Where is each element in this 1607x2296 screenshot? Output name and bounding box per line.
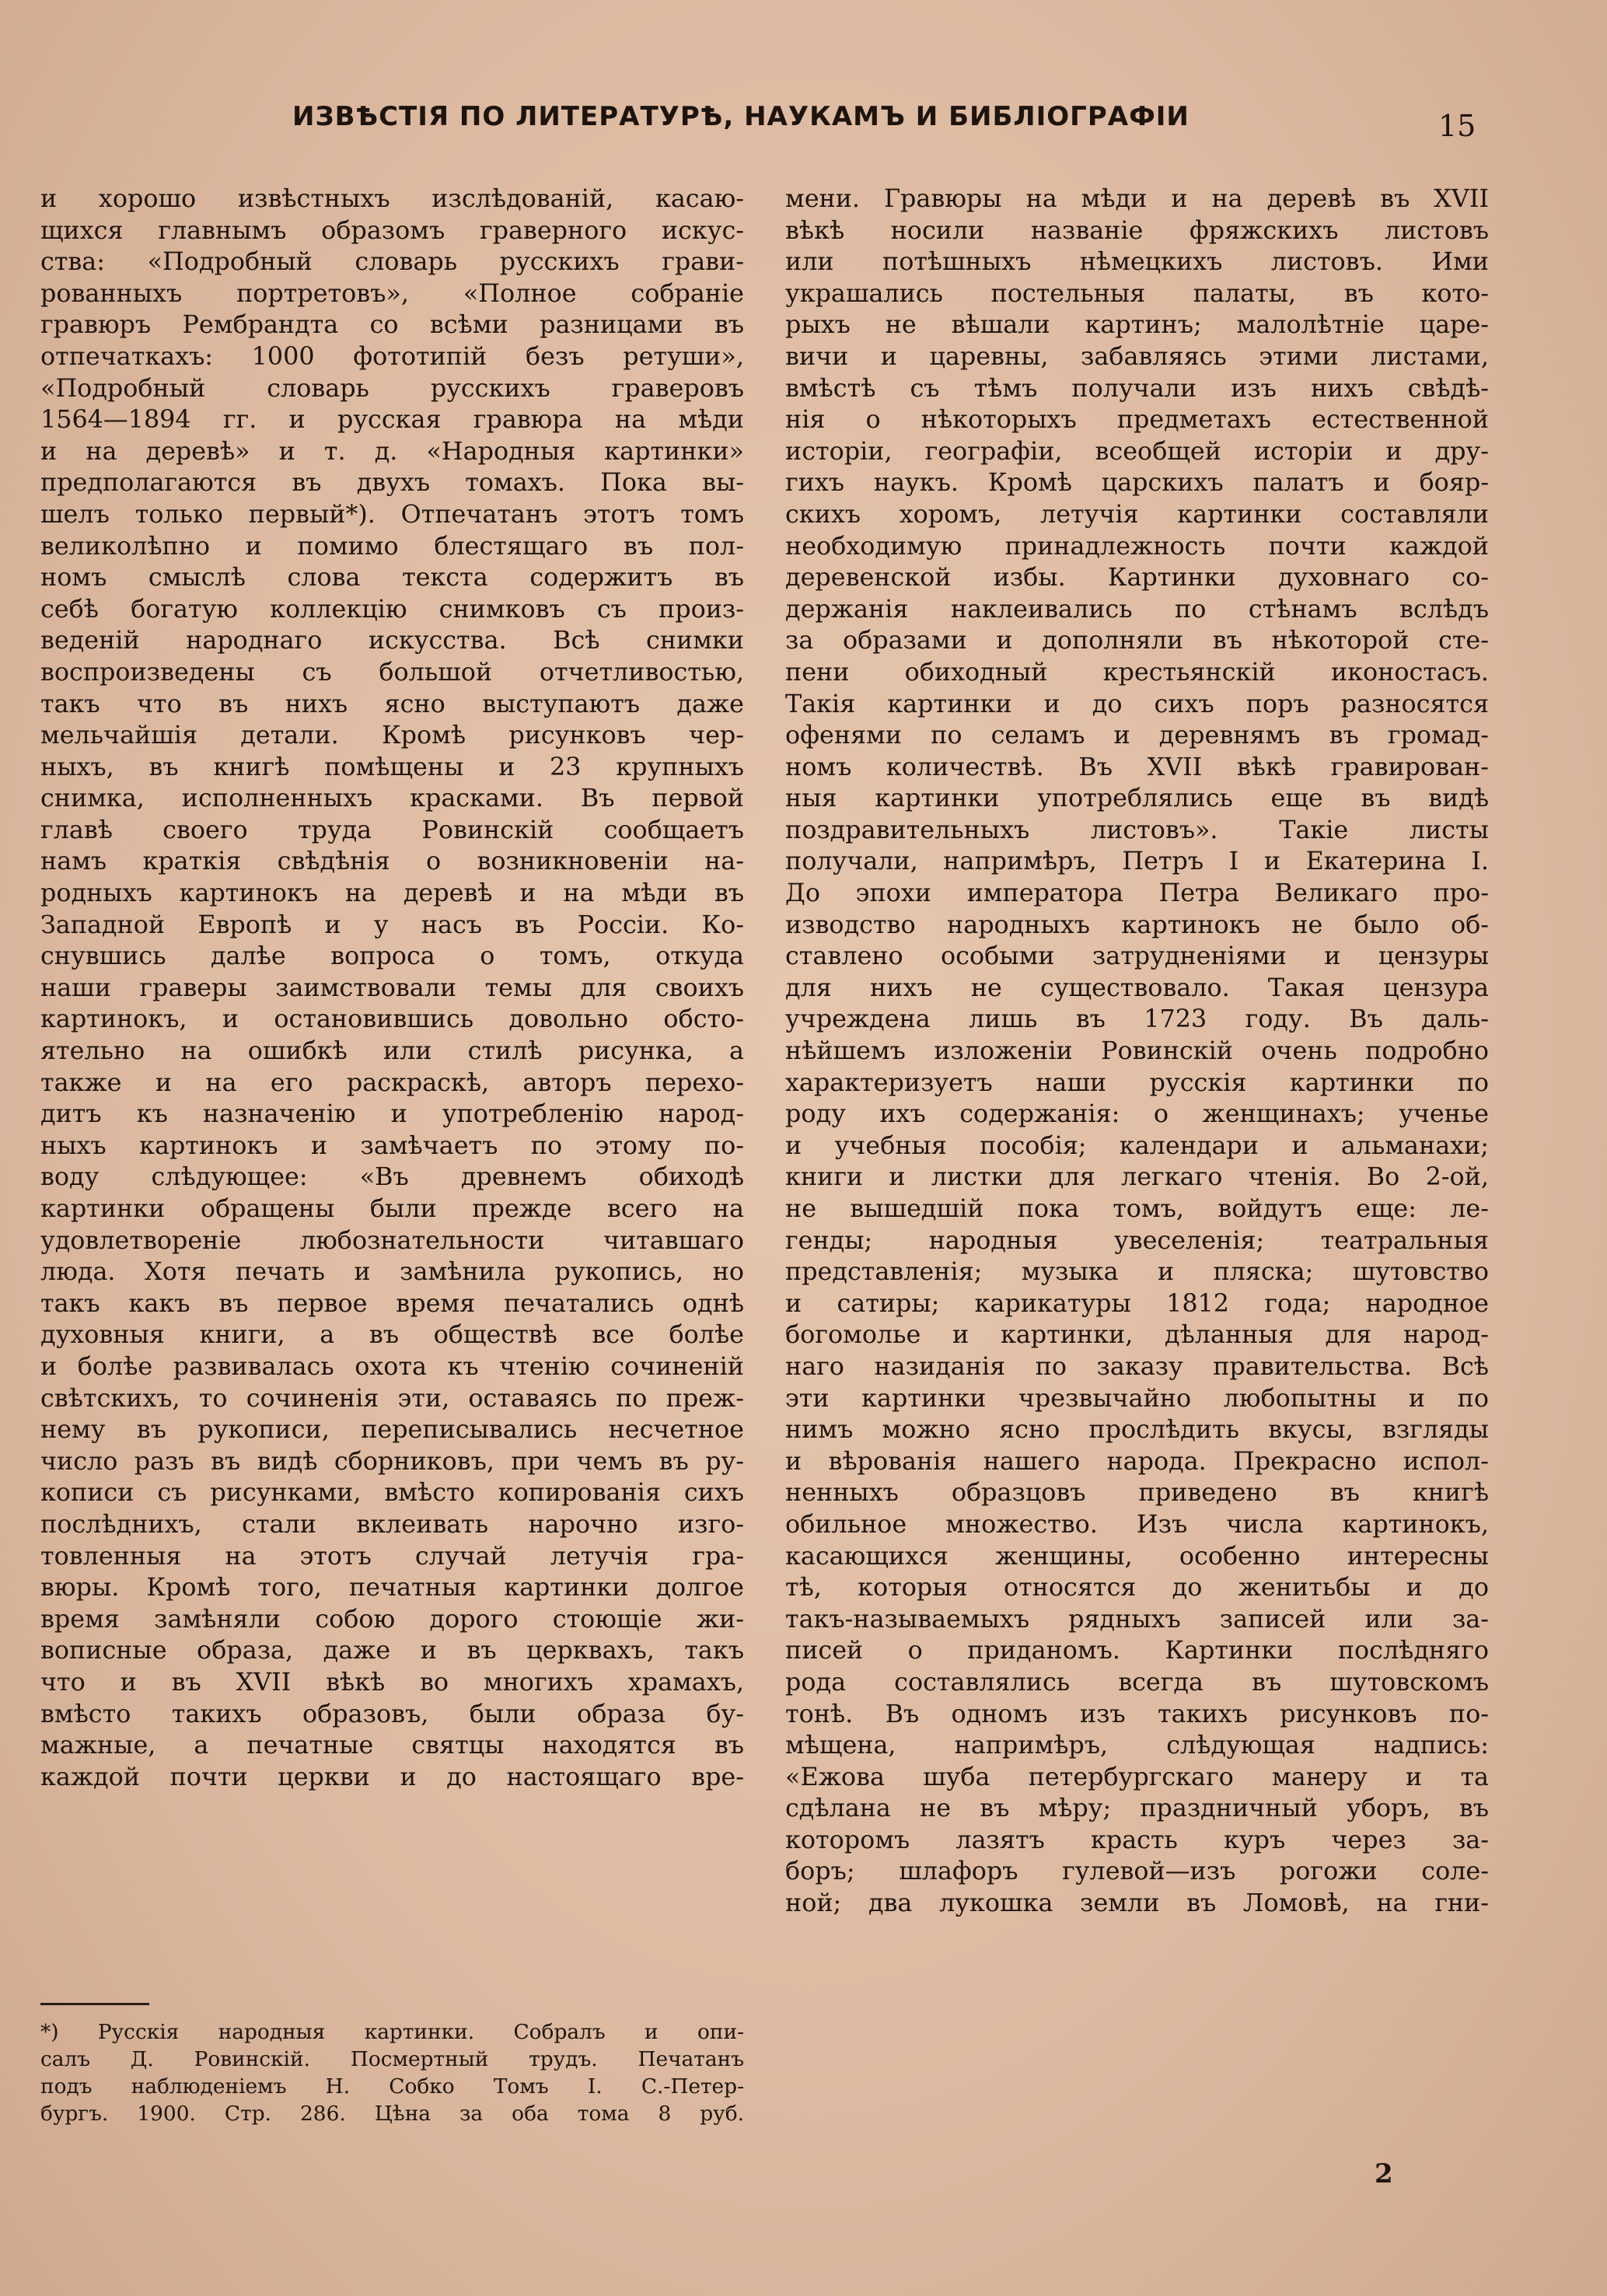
text-line: картинки обращены были прежде всего на	[40, 1194, 744, 1223]
text-line: поздравительныхъ листовъ». Такіе листы	[785, 815, 1489, 844]
text-line: ства: «Подробный словарь русскихъ грави-	[40, 247, 744, 277]
text-line: такъ-называемыхъ рядныхъ записей или за-	[785, 1604, 1489, 1634]
text-line: представленія; музыка и пляска; шутовство	[785, 1257, 1489, 1287]
text-line: главѣ своего труда Ровинскій сообщаетъ	[40, 815, 744, 844]
text-line: эти картинки чрезвычайно любопытны и по	[785, 1383, 1489, 1413]
text-line: также и на его раскраскѣ, авторъ перехо-	[40, 1068, 744, 1097]
text-line: исторіи, географіи, всеобщей исторіи и дру-	[785, 436, 1489, 466]
text-line: книги и листки для легкаго чтенія. Во 2-ой,	[785, 1162, 1489, 1192]
text-line: и учебныя пособія; календари и альманахи;	[785, 1131, 1489, 1160]
running-head	[0, 101, 1607, 148]
text-line: воспроизведены съ большой отчетливостью,	[40, 657, 744, 687]
text-line: обильное множество. Изъ числа картинокъ,	[785, 1509, 1489, 1539]
text-line: Западной Европѣ и у насъ въ Россіи. Ко-	[40, 910, 744, 939]
text-line: товленныя на этотъ случай летучія гра-	[40, 1541, 744, 1571]
text-line: сдѣлана не въ мѣру; праздничный уборъ, въ	[785, 1794, 1489, 1823]
text-line: которомъ лазятъ красть куръ через за-	[785, 1825, 1489, 1854]
text-line: удовлетвореніе любознательности читавшаго	[40, 1225, 744, 1255]
footnote	[40, 2018, 744, 2127]
text-line: тонѣ. Въ одномъ изъ такихъ рисунковъ по-	[785, 1699, 1489, 1728]
text-line: родныхъ картинокъ на деревѣ и на мѣди въ	[40, 879, 744, 908]
text-line: ненныхъ образцовъ приведено въ книгѣ	[785, 1478, 1489, 1508]
text-line: мени. Гравюры на мѣди и на деревѣ въ XVII	[785, 184, 1489, 213]
text-line: рода составлялись всегда въ шутовскомъ	[785, 1667, 1489, 1697]
text-line: вѣкѣ носили названіе фряжскихъ листовъ	[785, 215, 1489, 245]
text-line: дитъ къ назначенію и употребленію народ-	[40, 1099, 744, 1129]
text-line: боръ; шлафоръ гулевой—изъ рогожи соле-	[785, 1857, 1489, 1886]
text-line: тѣ, которыя относятся до женитьбы и до	[785, 1573, 1489, 1602]
text-line: деревенской избы. Картинки духовнаго со-	[785, 563, 1489, 592]
text-line: гихъ наукъ. Кромѣ царскихъ палатъ и бояр-	[785, 468, 1489, 498]
text-line: генды; народныя увеселенія; театральныя	[785, 1225, 1489, 1255]
text-line: наго назиданія по заказу правительства. Всѣ	[785, 1351, 1489, 1381]
text-line: воду слѣдующее: «Въ древнемъ обиходѣ	[40, 1162, 744, 1192]
text-line: рыхъ не вѣшали картинъ; малолѣтніе царе-	[785, 310, 1489, 340]
text-line: великолѣпно и помимо блестящаго въ пол-	[40, 531, 744, 561]
text-line: изводство народныхъ картинокъ не было об-	[785, 910, 1489, 939]
text-line: число разъ въ видѣ сборниковъ, при чемъ въ ру-	[40, 1446, 744, 1476]
text-line: и болѣе развивалась охота къ чтенію сочиненій	[40, 1351, 744, 1381]
text-line: мельчайшія детали. Кромѣ рисунковъ чер-	[40, 721, 744, 750]
signature-mark: 2	[1375, 2158, 1393, 2189]
text-line: украшались постельныя палаты, въ кото-	[785, 278, 1489, 308]
text-line: и сатиры; карикатуры 1812 года; народное	[785, 1288, 1489, 1318]
text-line: нему въ рукописи, переписывались несчетное	[40, 1415, 744, 1445]
text-line: картинокъ, и остановившись довольно обсто-	[40, 1005, 744, 1034]
text-line: мажные, а печатные святцы находятся въ	[40, 1731, 744, 1760]
text-line: наши граверы заимствовали темы для своихъ	[40, 973, 744, 1002]
text-line: веденій народнаго искусства. Всѣ снимки	[40, 626, 744, 655]
text-line: пени обиходный крестьянскій иконостасъ.	[785, 657, 1489, 687]
text-line: вмѣстѣ съ тѣмъ получали изъ нихъ свѣдѣ-	[785, 373, 1489, 403]
text-line: снувшись далѣе вопроса о томъ, откуда	[40, 942, 744, 971]
text-line: отпечаткахъ: 1000 фототипій безъ ретуши»,	[40, 341, 744, 371]
page-number: 15	[1438, 109, 1476, 143]
text-line: свѣтскихъ, то сочиненія эти, оставаясь по преж-	[40, 1383, 744, 1413]
left-text-column	[40, 183, 744, 1793]
text-line: духовныя книги, а въ обществѣ все болѣе	[40, 1320, 744, 1350]
text-line: учреждена лишь въ 1723 году. Въ даль-	[785, 1005, 1489, 1034]
text-line: себѣ богатую коллекцію снимковъ съ произ-	[40, 594, 744, 624]
text-line: роду ихъ содержанія: о женщинахъ; ученье	[785, 1099, 1489, 1129]
text-line: за образами и дополняли въ нѣкоторой сте-	[785, 626, 1489, 655]
text-line: «Ежова шуба петербургскаго манеру и та	[785, 1762, 1489, 1791]
text-line: шелъ только первый*). Отпечатанъ этотъ томъ	[40, 499, 744, 529]
text-line: скихъ хоромъ, летучія картинки составляли	[785, 499, 1489, 529]
text-line: и вѣрованія нашего народа. Прекрасно испол-	[785, 1446, 1489, 1476]
text-line: кописи съ рисунками, вмѣсто копированія сихъ	[40, 1478, 744, 1508]
text-line: ставлено особыми затрудненіями и цензуры	[785, 942, 1489, 971]
footnote-line: *) Русскія народныя картинки. Собралъ и опи-	[40, 2020, 744, 2044]
text-line: каждой почти церкви и до настоящаго вре-	[40, 1762, 744, 1791]
text-line: держанія наклеивались по стѣнамъ вслѣдъ	[785, 594, 1489, 624]
text-line: предполагаются въ двухъ томахъ. Пока вы-	[40, 468, 744, 498]
footnote-rule	[40, 2003, 149, 2005]
text-line: До эпохи императора Петра Великаго про-	[785, 879, 1489, 908]
text-line: или потѣшныхъ нѣмецкихъ листовъ. Ими	[785, 247, 1489, 277]
text-line: мѣщена, напримѣръ, слѣдующая надпись:	[785, 1731, 1489, 1760]
text-line: нѣйшемъ изложеніи Ровинскій очень подробно	[785, 1036, 1489, 1066]
text-line: не вышедшій пока томъ, войдутъ еще: ле-	[785, 1194, 1489, 1223]
text-line: касающихся женщины, особенно интересны	[785, 1541, 1489, 1571]
text-line: такъ какъ въ первое время печатались однѣ	[40, 1288, 744, 1318]
text-line: гравюръ Рембрандта со всѣми разницами въ	[40, 310, 744, 340]
text-line: необходимую принадлежность почти каждой	[785, 531, 1489, 561]
text-line: номъ количествѣ. Въ XVII вѣкѣ гравирован-	[785, 752, 1489, 781]
text-line: «Подробный словарь русскихъ граверовъ	[40, 373, 744, 403]
text-line: офенями по селамъ и деревнямъ въ громад-	[785, 721, 1489, 750]
text-line: нія о нѣкоторыхъ предметахъ естественной	[785, 405, 1489, 435]
text-line: 1564—1894 гг. и русская гравюра на мѣди	[40, 405, 744, 435]
text-line: для нихъ не существовало. Такая цензура	[785, 973, 1489, 1002]
text-line: люда. Хотя печать и замѣнила рукопись, но	[40, 1257, 744, 1287]
text-line: время замѣняли собою дорого стоющіе жи-	[40, 1604, 744, 1634]
footnote-line: бургъ. 1900. Стр. 286. Цѣна за оба тома 8 руб.	[40, 2102, 744, 2126]
text-line: вичи и царевны, забавляясь этими листами,	[785, 341, 1489, 371]
text-line: такъ что въ нихъ ясно выступаютъ даже	[40, 689, 744, 718]
text-line: ныхъ картинокъ и замѣчаетъ по этому по-	[40, 1131, 744, 1160]
running-title: ИЗВѢСТІЯ ПО ЛИТЕРАТУРѢ, НАУКАМЪ И БИБЛІОГРАФІИ	[292, 101, 1190, 132]
text-line: Такія картинки и до сихъ поръ разносятся	[785, 689, 1489, 718]
text-line: снимка, исполненныхъ красками. Въ первой	[40, 784, 744, 813]
text-line: щихся главнымъ образомъ граверного искус-	[40, 215, 744, 245]
text-line: писей о приданомъ. Картинки послѣдняго	[785, 1636, 1489, 1665]
text-line: богомолье и картинки, дѣланныя для народ-	[785, 1320, 1489, 1350]
text-line: ятельно на ошибкѣ или стилѣ рисунка, а	[40, 1036, 744, 1066]
footnote-line: салъ Д. Ровинскій. Посмертный трудъ. Печатанъ	[40, 2047, 744, 2071]
text-line: получали, напримѣръ, Петръ I и Екатерина I.	[785, 847, 1489, 876]
text-line: нимъ можно ясно прослѣдить вкусы, взгляды	[785, 1415, 1489, 1445]
text-line: вюры. Кромѣ того, печатныя картинки долгое	[40, 1573, 744, 1602]
text-line: вмѣсто такихъ образовъ, были образа бу-	[40, 1699, 744, 1728]
text-line: характеризуетъ наши русскія картинки по	[785, 1068, 1489, 1097]
right-text-column	[785, 183, 1489, 1920]
text-line: намъ краткія свѣдѣнія о возникновеніи на-	[40, 847, 744, 876]
text-line: номъ смыслѣ слова текста содержитъ въ	[40, 563, 744, 592]
text-line: что и въ XVII вѣкѣ во многихъ храмахъ,	[40, 1667, 744, 1697]
footnote-line: подъ наблюденіемъ Н. Собко Томъ I. С.-Петер-	[40, 2074, 744, 2099]
text-line: рованныхъ портретовъ», «Полное собраніе	[40, 278, 744, 308]
text-line: и на деревѣ» и т. д. «Народныя картинки»	[40, 436, 744, 466]
text-line: ныхъ, въ книгѣ помѣщены и 23 крупныхъ	[40, 752, 744, 781]
text-line: ныя картинки употреблялись еще въ видѣ	[785, 784, 1489, 813]
text-line: и хорошо извѣстныхъ изслѣдованій, касаю-	[40, 184, 744, 213]
text-line: послѣднихъ, стали вклеивать нарочно изго-	[40, 1509, 744, 1539]
text-line: ной; два лукошка земли въ Ломовѣ, на гни-	[785, 1889, 1489, 1918]
text-line: вописные образа, даже и въ церквахъ, такъ	[40, 1636, 744, 1665]
